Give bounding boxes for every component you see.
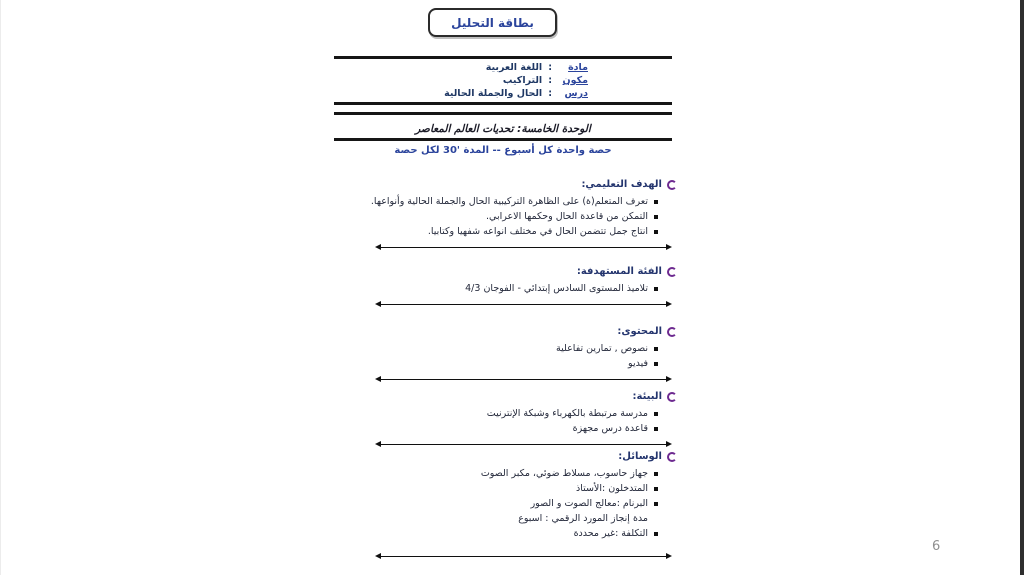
section-header [334,265,677,278]
arrow-line [381,444,666,445]
list-item-text: مدرسة مرتبطة بالكهرباء وشبكة الإنترنيت [486,408,648,419]
list-item [334,194,672,209]
list-item [334,341,672,356]
page-title: بطاقة التحليل [451,15,534,30]
arrow-line [381,247,666,248]
arrow-right-head-icon [666,244,672,250]
schedule-note: حصة واحدة كل أسبوع -- المدة '30 لكل حصة [394,145,612,156]
info-value: التراكيب [502,75,543,86]
info-colon: : [548,75,552,86]
square-bullet-icon [654,362,658,366]
c-ring-icon [667,180,677,190]
list-item [334,356,672,371]
arrow-line [381,304,666,305]
info-row-lesson [334,87,672,100]
info-row-component [334,74,672,87]
arrow-line [381,379,666,380]
arrow-right-head-icon [666,301,672,307]
double-headed-arrow-divider [375,376,672,382]
section-header [334,450,677,463]
page-number: 6 [932,539,941,554]
info-value: الحال والجملة الحالية [444,88,543,99]
section-title: البيئة: [632,391,662,402]
c-ring-icon [667,392,677,402]
square-bullet-icon [654,472,658,476]
list-item-text: تعرف المتعلم(ة) على الظاهرة التركيبية الحال والجملة الحالية وأنواعها. [370,196,648,207]
list-item-text: مدة إنجاز المورد الرقمي : اسبوع [518,513,648,524]
square-bullet-icon [654,487,658,491]
arrow-right-head-icon [666,441,672,447]
list-item [334,421,672,436]
square-bullet-icon [654,230,658,234]
list-item [334,281,672,296]
c-ring-icon [667,327,677,337]
info-table [334,56,672,105]
list-item-text: التمكن من قاعدة الحال وحكمها الاعرابي. [486,211,648,222]
section-title: الوسائل: [618,451,662,462]
list-item-text: فيديو [628,358,648,369]
list-item-no-bullet [334,511,672,526]
list-item-text: نصوص , تمارين تفاعلية [556,343,648,354]
section-header [334,325,677,338]
arrow-right-head-icon [666,376,672,382]
section-title: الهدف التعليمي: [581,179,662,190]
list-item-text: قاعدة درس مجهزة [572,423,648,434]
square-bullet-icon [654,215,658,219]
square-bullet-icon [654,200,658,204]
section-header [334,390,677,403]
info-label: مكون [562,75,588,86]
list-item-text: المتدخلون :الأستاذ [575,483,648,494]
list-item-text: انتاج جمل تتضمن الحال في مختلف انواعه شفهيا وكتابيا. [427,226,648,237]
double-headed-arrow-divider [375,244,672,250]
square-bullet-icon [654,427,658,431]
list-item-text: البرنام :معالج الصوت و الصور [530,498,648,509]
square-bullet-icon [654,532,658,536]
list-item [334,496,672,511]
list-item-text: جهاز حاسوب، مسلاط ضوئي، مكبر الصوت [480,468,648,479]
list-item-text: التكلفة :غير محددة [573,528,648,539]
section-environment [334,390,672,447]
square-bullet-icon [654,287,658,291]
title-box [428,8,557,37]
list-item [334,526,672,541]
list-item [334,466,672,481]
square-bullet-icon [654,412,658,416]
double-headed-arrow-divider [375,553,672,559]
section-tools [334,450,672,559]
section-header [334,178,677,191]
double-headed-arrow-divider [375,441,672,447]
info-label: مادة [568,62,588,73]
list-item-text: تلاميذ المستوى السادس إبتدائي - الفوجان 4/3 [465,283,648,294]
info-row-subject [334,61,672,74]
list-item [334,406,672,421]
unit-banner-text: الوحدة الخامسة: تحديات العالم المعاصر [415,123,591,135]
list-item [334,224,672,239]
section-target-group [334,265,672,307]
c-ring-icon [667,452,677,462]
square-bullet-icon [654,347,658,351]
double-headed-arrow-divider [375,301,672,307]
info-label: درس [564,88,588,99]
right-edge-border [1020,0,1024,575]
arrow-right-head-icon [666,553,672,559]
section-title: المحتوى: [617,326,662,337]
c-ring-icon [667,267,677,277]
unit-banner [334,112,672,141]
section-content [334,325,672,382]
info-value: اللغة العربية [485,62,543,73]
section-objective [334,178,672,250]
arrow-line [381,556,666,557]
info-colon: : [548,62,552,73]
left-edge-border [0,0,1,575]
square-bullet-icon [654,502,658,506]
list-item [334,481,672,496]
list-item [334,209,672,224]
section-title: الفئة المستهدفة: [576,266,662,277]
info-colon: : [548,88,552,99]
